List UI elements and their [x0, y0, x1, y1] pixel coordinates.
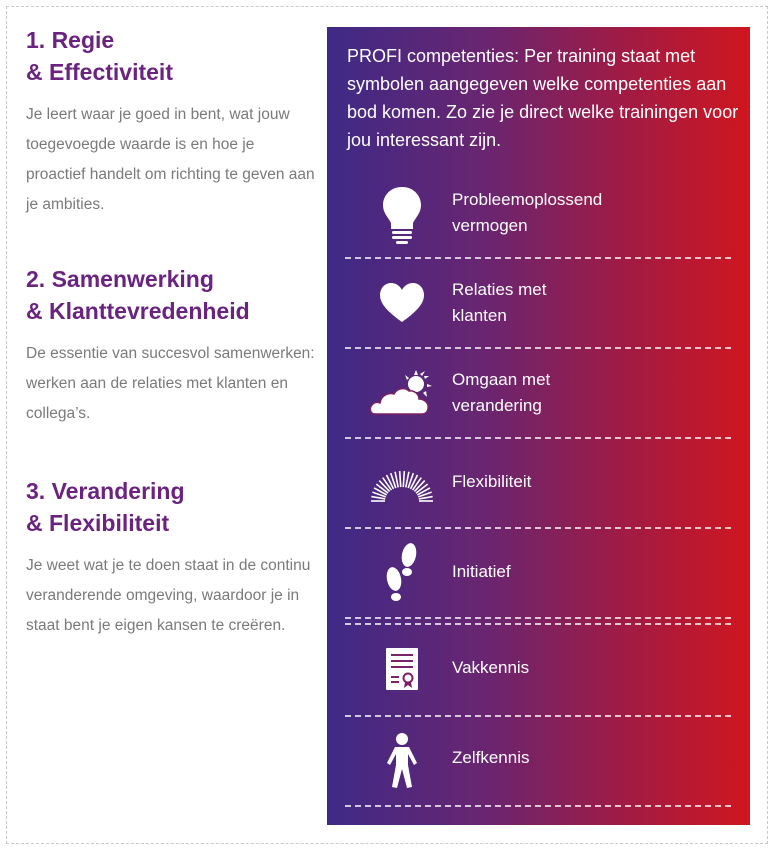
- panel-intro: PROFI competenties: Per training staat met symbolen aangegeven welke competenties aan bod komen. Zo zie je direct welke trainingen voor jou interessant zijn.: [347, 46, 739, 150]
- section-verandering: [26, 475, 316, 641]
- competence-label: Probleemoplossend vermogen: [452, 190, 603, 235]
- divider: [345, 805, 731, 807]
- competence-label: Relaties met klanten: [452, 280, 547, 325]
- footprints-icon: [367, 541, 437, 607]
- competence-item: [327, 633, 750, 713]
- divider: [345, 617, 731, 619]
- section-body: De essentie van succesvol samenwerken: werken aan de relaties met klanten en collega’s.: [26, 345, 315, 422]
- competence-item: [327, 267, 750, 347]
- competence-item: [327, 447, 750, 527]
- divider: [345, 623, 731, 625]
- section-title: 2. Samenwerking & Klanttevredenheid: [26, 266, 250, 324]
- section-title: 1. Regie & Effectiviteit: [26, 27, 173, 85]
- divider: [345, 715, 731, 717]
- profi-competences-panel: [327, 27, 750, 825]
- section-regie: [26, 24, 316, 220]
- lightbulb-icon: [367, 183, 437, 247]
- spring-icon: [367, 457, 437, 513]
- competence-label: Omgaan met verandering: [452, 370, 551, 415]
- divider: [345, 527, 731, 529]
- section-body: Je weet wat je te doen staat in de continu veranderende omgeving, waardoor je in staat bent je eigen kansen te creëren.: [26, 557, 311, 634]
- person-icon: [367, 731, 437, 791]
- competence-item: [327, 725, 750, 805]
- section-title: 3. Verandering & Flexibiliteit: [26, 478, 185, 536]
- certificate-icon: [367, 641, 437, 697]
- section-samenwerking: [26, 263, 316, 429]
- competence-item: [327, 357, 750, 437]
- competence-item: [327, 537, 750, 617]
- competence-item: [327, 177, 750, 257]
- competence-label: Vakkennis: [452, 658, 530, 677]
- divider: [345, 437, 731, 439]
- cloud-sun-icon: [367, 365, 437, 421]
- competence-label: Initiatief: [452, 562, 511, 581]
- divider: [345, 347, 731, 349]
- section-body: Je leert waar je goed in bent, wat jouw toegevoegde waarde is en hoe je proactief handelt om richting te geven aan je ambities.: [26, 106, 315, 213]
- competence-label: Zelfkennis: [452, 748, 530, 767]
- divider: [345, 257, 731, 259]
- heart-icon: [367, 277, 437, 329]
- competence-label: Flexibiliteit: [452, 472, 532, 491]
